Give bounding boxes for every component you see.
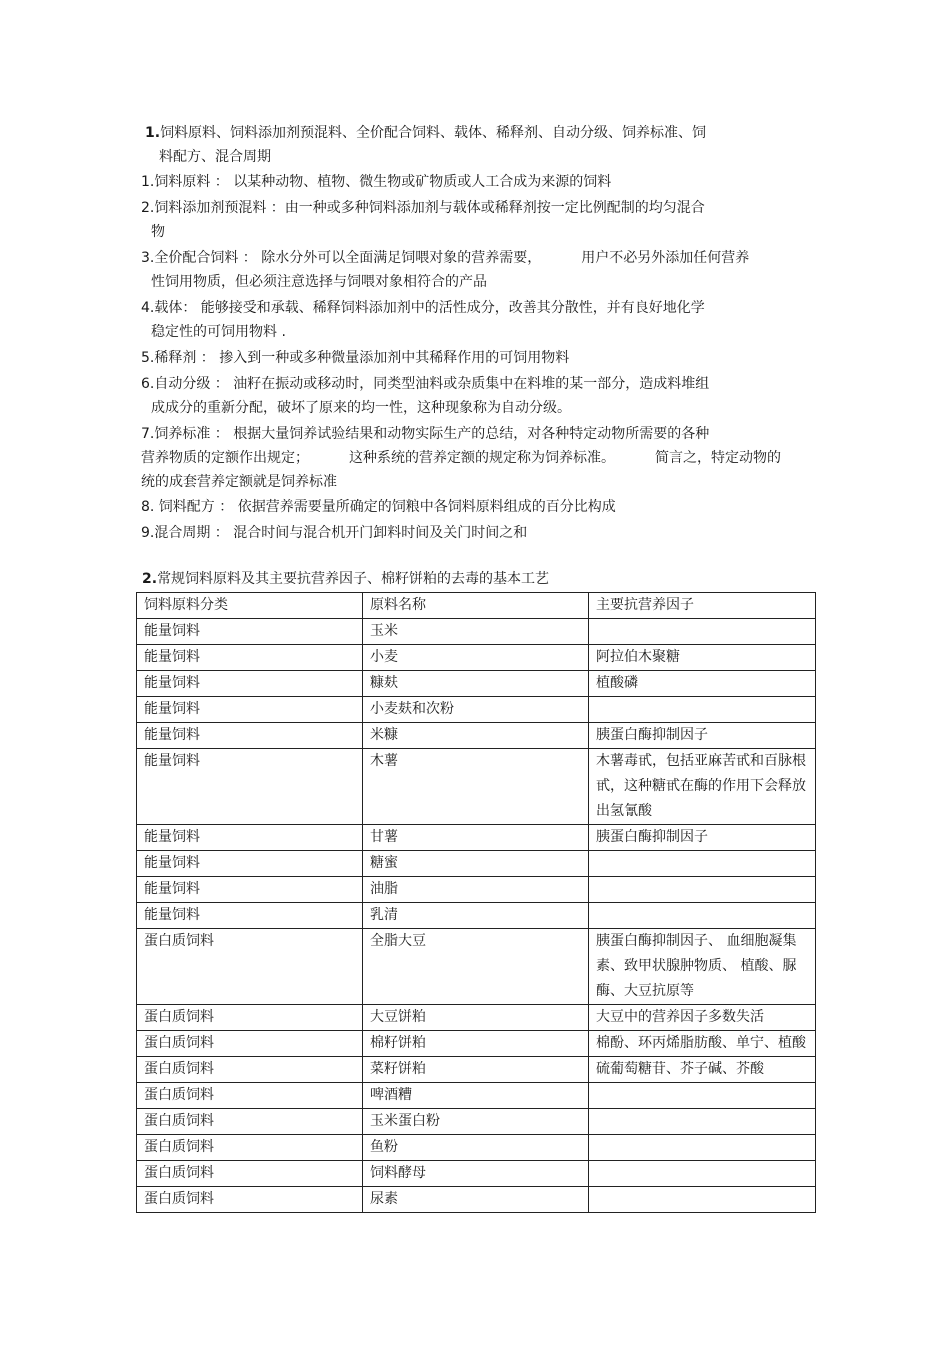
definition-text-cont: 统的成套营养定额就是饲养标准: [141, 474, 337, 490]
section2-number: 2.: [142, 571, 158, 587]
cell-antinutrient: [589, 1187, 816, 1213]
column-header-name: 原料名称: [363, 593, 589, 619]
cell-antinutrient: [589, 851, 816, 877]
cell-category: 蛋白质饲料: [137, 1083, 363, 1109]
definition-text: 6.自动分级 ： 油籽在振动或移动时，同类型油料或杂质集中在料堆的某一部分，造成料堆组: [141, 376, 710, 392]
cell-ingredient-name: 饲料酵母: [363, 1161, 589, 1187]
definition-text: 8. 饲料配方 ： 依据营养需要量所确定的饲粮中各饲料原料组成的百分比构成: [141, 499, 616, 515]
cell-ingredient-name: 糠麸: [363, 671, 589, 697]
table-row: [137, 1135, 816, 1161]
definition-text-cont: 稳定性的可饲用物料 .: [151, 324, 286, 340]
table-row: [137, 1109, 816, 1135]
cell-category: 能量饲料: [137, 825, 363, 851]
cell-category: 蛋白质饲料: [137, 1005, 363, 1031]
table-row: [137, 645, 816, 671]
definition-item: [141, 170, 806, 194]
cell-category: 蛋白质饲料: [137, 1187, 363, 1213]
cell-category: 能量饲料: [137, 645, 363, 671]
cell-antinutrient: [589, 903, 816, 929]
cell-category: 能量饲料: [137, 619, 363, 645]
definition-text: 9.混合周期 ： 混合时间与混合机开门卸料时间及关门时间之和: [141, 525, 528, 541]
table-row: [137, 851, 816, 877]
table-row: [137, 825, 816, 851]
cell-ingredient-name: 油脂: [363, 877, 589, 903]
cell-category: 蛋白质饲料: [137, 929, 363, 1005]
cell-antinutrient: 胰蛋白酶抑制因子: [589, 825, 816, 851]
definition-text: 简言之，特定动物的: [655, 450, 781, 466]
cell-antinutrient: [589, 877, 816, 903]
section1-heading: [145, 121, 785, 169]
cell-ingredient-name: 小麦: [363, 645, 589, 671]
cell-ingredient-name: 啤酒糟: [363, 1083, 589, 1109]
section1-number: 1.: [145, 125, 161, 141]
section2-title: 常规饲料原料及其主要抗营养因子、棉籽饼粕的去毒的基本工艺: [157, 571, 550, 587]
cell-antinutrient: 棉酚、环丙烯脂肪酸、单宁、植酸: [589, 1031, 816, 1057]
cell-ingredient-name: 玉米: [363, 619, 589, 645]
table-row: [137, 671, 816, 697]
definition-text: 用户不必另外添加任何营养: [581, 250, 750, 266]
section1-title-line1: 饲料原料、饲料添加剂预混料、全价配合饲料、载体、稀释剂、自动分级、饲养标准、饲: [160, 125, 707, 141]
definition-text-cont: 物: [151, 224, 165, 240]
definition-text: 4.载体： 能够接受和承载、稀释饲料添加剂中的活性成分，改善其分散性，并有良好地化学: [141, 300, 705, 316]
cell-ingredient-name: 木薯: [363, 749, 589, 825]
cell-antinutrient: 阿拉伯木聚糖: [589, 645, 816, 671]
cell-ingredient-name: 菜籽饼粕: [363, 1057, 589, 1083]
cell-ingredient-name: 鱼粉: [363, 1135, 589, 1161]
cell-ingredient-name: 小麦麸和次粉: [363, 697, 589, 723]
column-header-category: 饲料原料分类: [137, 593, 363, 619]
definition-text-cont: [141, 446, 806, 470]
table-row: [137, 1083, 816, 1109]
definition-item: [141, 495, 806, 519]
cell-ingredient-name: 全脂大豆: [363, 929, 589, 1005]
cell-antinutrient: [589, 1161, 816, 1187]
cell-category: 蛋白质饲料: [137, 1161, 363, 1187]
cell-category: 能量饲料: [137, 851, 363, 877]
section1-title-line2: 料配方、混合周期: [159, 149, 271, 165]
cell-category: 蛋白质饲料: [137, 1109, 363, 1135]
definition-item: [141, 422, 806, 494]
cell-ingredient-name: 棉籽饼粕: [363, 1031, 589, 1057]
cell-antinutrient: 植酸磷: [589, 671, 816, 697]
cell-antinutrient: [589, 1083, 816, 1109]
table-row: [137, 1161, 816, 1187]
definition-text: 5.稀释剂 ： 掺入到一种或多种微量添加剂中其稀释作用的可饲用物料: [141, 350, 570, 366]
table-row: [137, 1057, 816, 1083]
table-body: [137, 619, 816, 1213]
section2-heading: [142, 569, 782, 589]
cell-antinutrient: [589, 1135, 816, 1161]
cell-category: 能量饲料: [137, 723, 363, 749]
definition-item: [141, 196, 806, 244]
definition-text: 2.饲料添加剂预混料 ：由一种或多种饲料添加剂与载体或稀释剂按一定比例配制的均匀混合: [141, 200, 705, 216]
column-header-antinutrient: 主要抗营养因子: [589, 593, 816, 619]
definition-text-cont: 成成分的重新分配，破坏了原来的均一性，这种现象称为自动分级。: [151, 400, 571, 416]
table-row: [137, 1031, 816, 1057]
cell-antinutrient: 木薯毒甙，包括亚麻苦甙和百脉根甙，这种糖甙在酶的作用下会释放出氢氰酸: [589, 749, 816, 825]
cell-ingredient-name: 尿素: [363, 1187, 589, 1213]
definition-text: 3.全价配合饲料 ： 除水分外可以全面满足饲喂对象的营养需要，: [141, 250, 542, 266]
table-header-row: [137, 593, 816, 619]
definition-text: 这种系统的营养定额的规定称为饲养标准。: [349, 450, 615, 466]
cell-category: 能量饲料: [137, 749, 363, 825]
definition-item: [141, 296, 806, 344]
cell-ingredient-name: 糖蜜: [363, 851, 589, 877]
cell-category: 能量饲料: [137, 697, 363, 723]
cell-category: 蛋白质饲料: [137, 1057, 363, 1083]
cell-category: 能量饲料: [137, 671, 363, 697]
table-row: [137, 1005, 816, 1031]
cell-ingredient-name: 甘薯: [363, 825, 589, 851]
table-row: [137, 619, 816, 645]
cell-antinutrient: 胰蛋白酶抑制因子、 血细胞凝集素、致甲状腺肿物质、 植酸、脲酶、大豆抗原等: [589, 929, 816, 1005]
cell-antinutrient: 硫葡萄糖苷、芥子碱、芥酸: [589, 1057, 816, 1083]
cell-ingredient-name: 米糠: [363, 723, 589, 749]
definition-text: 1.饲料原料 ： 以某种动物、植物、微生物或矿物质或人工合成为来源的饲料: [141, 174, 612, 190]
cell-antinutrient: 大豆中的营养因子多数失活: [589, 1005, 816, 1031]
table-row: [137, 877, 816, 903]
definition-item: [141, 246, 806, 294]
cell-category: 能量饲料: [137, 903, 363, 929]
definitions-list: [141, 170, 806, 547]
cell-ingredient-name: 乳清: [363, 903, 589, 929]
definition-text: 营养物质的定额作出规定；: [141, 450, 309, 466]
definition-item: [141, 372, 806, 420]
cell-antinutrient: [589, 619, 816, 645]
feed-ingredients-table: [136, 592, 816, 1213]
table-row: [137, 749, 816, 825]
table-row: [137, 929, 816, 1005]
definition-item: [141, 521, 806, 545]
definition-item: [141, 346, 806, 370]
cell-antinutrient: [589, 697, 816, 723]
table-row: [137, 697, 816, 723]
cell-category: 能量饲料: [137, 877, 363, 903]
cell-antinutrient: [589, 1109, 816, 1135]
definition-text: 7.饲养标准 ： 根据大量饲养试验结果和动物实际生产的总结，对各种特定动物所需要的各种: [141, 426, 710, 442]
definition-text-cont: 性饲用物质，但必须注意选择与饲喂对象相符合的产品: [151, 274, 487, 290]
table-row: [137, 1187, 816, 1213]
cell-ingredient-name: 大豆饼粕: [363, 1005, 589, 1031]
table-row: [137, 903, 816, 929]
cell-category: 蛋白质饲料: [137, 1135, 363, 1161]
cell-category: 蛋白质饲料: [137, 1031, 363, 1057]
table-row: [137, 723, 816, 749]
cell-ingredient-name: 玉米蛋白粉: [363, 1109, 589, 1135]
cell-antinutrient: 胰蛋白酶抑制因子: [589, 723, 816, 749]
